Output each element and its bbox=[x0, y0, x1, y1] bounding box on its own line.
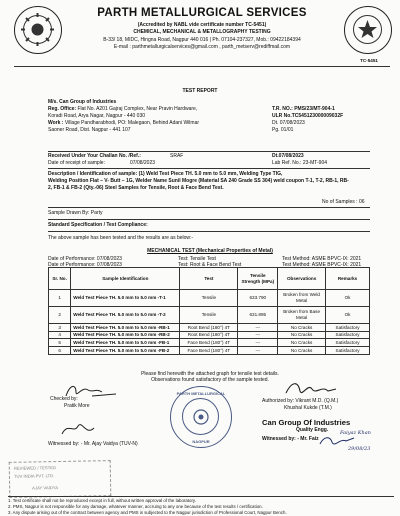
reg-office-label: Reg. Office: bbox=[48, 106, 77, 112]
work-line1: Village Pandharabhodi, PO: Malegaon, Behind Adani Wilmar bbox=[64, 120, 200, 126]
tr-number: T.R. NO.: PMS/23/MT-904-1 bbox=[272, 106, 335, 112]
remark: Ok bbox=[326, 290, 370, 307]
sample-count: No of Samples : 06 bbox=[322, 199, 365, 205]
report-title: TEST REPORT bbox=[182, 88, 218, 94]
tensile-strength: --- bbox=[238, 347, 278, 355]
mechanical-results-table bbox=[48, 267, 370, 355]
lab-seal bbox=[170, 386, 232, 448]
table-row bbox=[49, 324, 370, 332]
ulr-number: ULR No.TC545123000009032F bbox=[272, 113, 344, 119]
test-name-1: Test: Tensile Test bbox=[178, 256, 216, 262]
tested-note: The above sample has been tested and the results are as below:- bbox=[48, 235, 194, 241]
performance-date-1: Date of Performance: 07/08/2023 bbox=[48, 256, 122, 262]
page-number: Pg. 01/01 bbox=[272, 127, 294, 133]
quality-engg: Quality Engg. bbox=[296, 427, 329, 433]
receipt-label: Date of receipt of sample: bbox=[48, 160, 105, 166]
authorized-by: Authorized by: Vikrant M.D. (Q.M.) bbox=[262, 398, 339, 404]
description-line2: Welding Position Flat – V- Butt – 1G, Welder Name Sunil Mogre (Material SA 240 Grade SS 304) weld coupon T-1, T-2, RB-1, RB- bbox=[48, 178, 349, 184]
work-label: Work : bbox=[48, 120, 64, 126]
observation: No Cracks bbox=[278, 331, 326, 339]
lab-address: B-33/ 18, MIDC, Hingna Road, Nagpur 440 016 | Ph. 07104-237327, Mob.: 09422184394 bbox=[103, 37, 301, 43]
test-type: Tensile bbox=[180, 307, 238, 324]
seal-gear-icon bbox=[171, 387, 233, 449]
observation: Broken from Weld Metal bbox=[278, 290, 326, 307]
observation: No Cracks bbox=[278, 347, 326, 355]
remark: Satisfactory bbox=[326, 324, 370, 332]
authorized-by-2: Khushal Kukde (T.M.) bbox=[284, 405, 332, 411]
footer-note-3: 3. Any dispute arising out of the contract between agency and PMS is subjected to the Nagpur jurisdiction of Professional Court, Nagpur Bench. bbox=[8, 510, 287, 515]
work-address bbox=[48, 120, 258, 126]
lab-ref-number: Lab Ref. No.: 23-MT-904 bbox=[272, 160, 328, 166]
accreditation-line: (Accredited by NABL vide certificate number TC-5451) bbox=[137, 22, 267, 28]
header-divider bbox=[14, 66, 390, 67]
sr-no: 3 bbox=[49, 324, 71, 332]
lab-logo bbox=[14, 6, 62, 54]
observation: No Cracks bbox=[278, 339, 326, 347]
description-line1: Description / Identification of sample: (1) Weld Test Piece TH. 5.0 mm to 5.0 mm, Welding Type TIG, bbox=[48, 171, 283, 177]
stamp-line3: AJAY VAIDYA bbox=[32, 485, 59, 491]
lab-email: E-mail : parthmetallurgicalservices@gmail.com , parth_metserv@rediffmail.com bbox=[113, 44, 291, 50]
challan-value: SRAF bbox=[170, 153, 184, 159]
sample-drawn-by: Sample Drawn By: Party bbox=[48, 210, 103, 216]
footer-note-2: 2. PMS, Nagpur is not responsible for any damage, whatever manner, accruing to any one because of the test results / certification. bbox=[8, 504, 263, 509]
table-row bbox=[49, 347, 370, 355]
test-type: Root Bend (180°) 4T bbox=[180, 324, 238, 332]
remark: Satisfactory bbox=[326, 339, 370, 347]
test-method-2: Test Method: ASME BPVC-IX: 2021 bbox=[282, 262, 362, 268]
challan-date: Dt.07/08/2023 bbox=[272, 153, 304, 159]
divider-2 bbox=[48, 168, 370, 169]
handwritten-date: 29/08/23 bbox=[348, 446, 371, 452]
handwritten-name: Faiyaz Khan bbox=[340, 430, 371, 436]
remark: Satisfactory bbox=[326, 347, 370, 355]
reg-office-line1: Flat No. A201 Gajraj Complex, Near Pravin Hardware, bbox=[77, 106, 198, 112]
performance-date-2: Date of Performance: 07/08/2023 bbox=[48, 262, 122, 268]
sr-no: 6 bbox=[49, 347, 71, 355]
sample-identification: Weld Test Piece TH. 5.0 mm to 5.0 mm -RB-2 bbox=[71, 331, 180, 339]
witnessed-by-1: Witnessed by: - Mr. Ajay Vaidya (TUV-N) bbox=[48, 441, 138, 447]
checker-name: Pratik More bbox=[64, 403, 90, 409]
table-note-observations: Observations found satisfactory of the sample tested. bbox=[151, 377, 269, 383]
divider-5 bbox=[48, 231, 370, 232]
stamp-line2: TUV INDIA PVT. LTD. bbox=[13, 473, 55, 479]
table-row bbox=[49, 290, 370, 307]
sample-identification: Weld Test Piece TH. 5.0 mm to 5.0 mm -RB-1 bbox=[71, 324, 180, 332]
remark: Satisfactory bbox=[326, 331, 370, 339]
seal-text-top: PARTH METALLURGICAL bbox=[176, 391, 226, 396]
sr-no: 2 bbox=[49, 307, 71, 324]
report-date: Dt. 07/08/2023 bbox=[272, 120, 305, 126]
stamp-line1: REVIEWED / TESTED bbox=[13, 465, 57, 471]
table-header-row bbox=[49, 268, 370, 290]
col-header: Sample Identification bbox=[71, 268, 180, 290]
testing-scope-line: CHEMICAL, MECHANICAL & METALLOGRAPHY TESTING bbox=[133, 29, 271, 35]
test-type: Root Bend (180°) 4T bbox=[180, 331, 238, 339]
sample-identification: Weld Test Piece TH. 5.0 mm to 5.0 mm -T-1 bbox=[71, 290, 180, 307]
table-row bbox=[49, 331, 370, 339]
sample-identification: Weld Test Piece TH. 5.0 mm to 5.0 mm -T-2 bbox=[71, 307, 180, 324]
col-header: Tensile Strength (MPa) bbox=[238, 268, 278, 290]
table-row bbox=[49, 307, 370, 324]
tensile-strength: --- bbox=[238, 324, 278, 332]
tensile-strength: --- bbox=[238, 331, 278, 339]
receipt-value: 07/08/2023 bbox=[130, 160, 156, 166]
col-header: Sr. No. bbox=[49, 268, 71, 290]
gear-logo-icon bbox=[15, 7, 60, 52]
table-row bbox=[49, 339, 370, 347]
test-type: Face Bend (180°) 4T bbox=[180, 339, 238, 347]
lab-name: PARTH METALLURGICAL SERVICES bbox=[97, 7, 307, 19]
test-type: Face Bend (180°) 4T bbox=[180, 347, 238, 355]
reg-office-line2: Koradi Road, Arya Nagar, Nagpur - 440 030 bbox=[48, 113, 146, 119]
col-header: Remarks bbox=[326, 268, 370, 290]
work-line2: Saoner Road, Dist. Nagpur - 441 107 bbox=[48, 127, 131, 133]
seal-text-bottom: NAGPUR bbox=[192, 439, 210, 444]
nabl-logo bbox=[344, 6, 392, 54]
test-method-1: Test Method: ASME BPVC-IX: 2021 bbox=[282, 256, 362, 262]
observation: No Cracks bbox=[278, 324, 326, 332]
tensile-strength: 631.895 bbox=[238, 307, 278, 324]
mechanical-section-title: MECHANICAL TEST (Mechanical Properties of Metal) bbox=[147, 248, 273, 254]
sample-identification: Weld Test Piece TH. 5.0 mm to 5.0 mm -FB-1 bbox=[71, 339, 180, 347]
sr-no: 5 bbox=[49, 339, 71, 347]
observation: Broken from Base Metal bbox=[278, 307, 326, 324]
col-header: Observations bbox=[278, 268, 326, 290]
witness-signature bbox=[58, 420, 100, 440]
tensile-strength: --- bbox=[238, 339, 278, 347]
challan-label: Received Under Your Challan No. /Ref.: bbox=[48, 153, 141, 159]
description-line3: 2, FB-1 & FB-2 (Qty.-06) Steel Samples for Tensile, Root & Face Bend Test. bbox=[48, 185, 224, 191]
customer-name: M/s. Can Group of Industries bbox=[48, 99, 117, 105]
remark: Ok bbox=[326, 307, 370, 324]
sr-no: 4 bbox=[49, 331, 71, 339]
footer-divider bbox=[8, 496, 394, 497]
company-sign: Can Group Of Industries bbox=[262, 418, 351, 427]
standard-specification: Standard Specification / Test Compliance: bbox=[48, 222, 148, 228]
nabl-emblem-icon bbox=[345, 7, 390, 52]
cert-number: TC-5451 bbox=[360, 58, 378, 63]
checked-by-label: Checked by: bbox=[50, 396, 78, 402]
divider-1 bbox=[48, 151, 370, 152]
witnessed-by-2: Witnessed by: - Mr. Faiz bbox=[262, 436, 319, 442]
table-note-graph: Please find herewith the attached graph for tensile test details. bbox=[141, 371, 279, 377]
tensile-strength: 633.790 bbox=[238, 290, 278, 307]
divider-3 bbox=[48, 207, 370, 208]
reg-office bbox=[48, 106, 258, 112]
tuv-review-stamp bbox=[9, 460, 112, 498]
divider-4 bbox=[48, 219, 370, 220]
sample-identification: Weld Test Piece TH. 5.0 mm to 5.0 mm -FB-2 bbox=[71, 347, 180, 355]
sr-no: 1 bbox=[49, 290, 71, 307]
footer-note-1: 1. Test certificate shall not be reproduced except in full, without written approval of the laboratory. bbox=[8, 498, 197, 503]
test-name-2: Test: Root & Face Bend Test bbox=[178, 262, 242, 268]
test-type: Tensile bbox=[180, 290, 238, 307]
col-header: Test bbox=[180, 268, 238, 290]
